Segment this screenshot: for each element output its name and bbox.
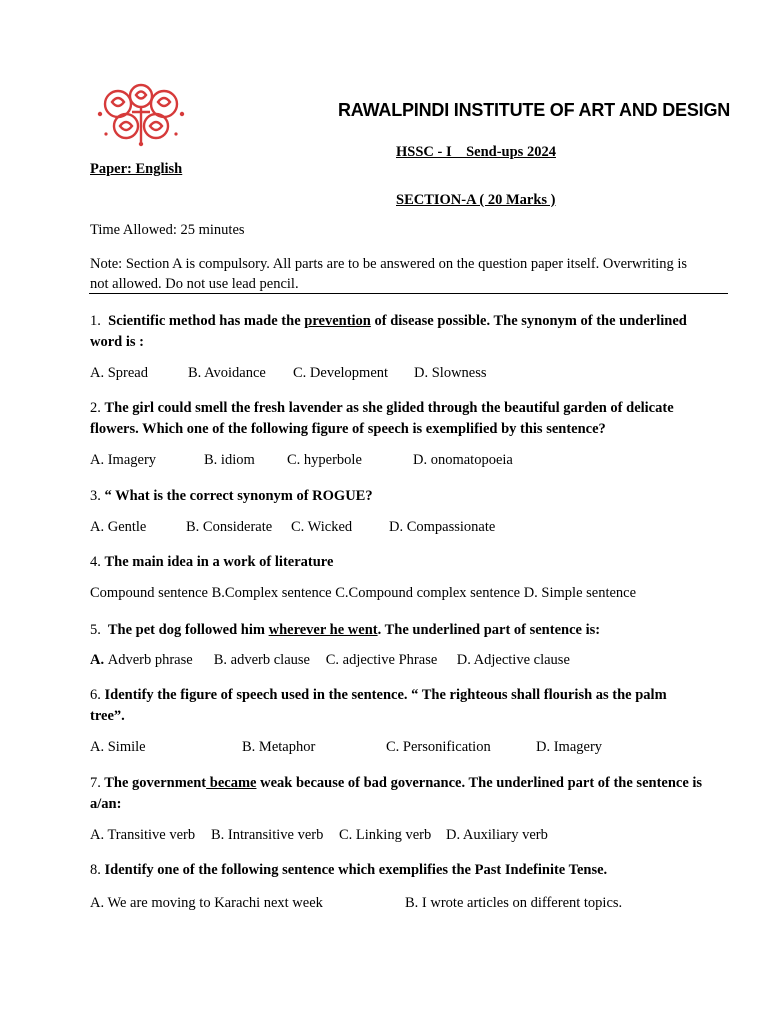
option[interactable]: A. Spread xyxy=(90,365,148,381)
question-7: 7. The government became weak because of bad governance. The underlined part of the sentence is a/an: xyxy=(90,775,703,812)
question-4-options: Compound sentence B.Complex sentence C.Compound complex sentence D. Simple sentence xyxy=(90,585,637,601)
paper-label: Paper: English xyxy=(90,161,183,177)
question-3-options xyxy=(90,519,730,536)
question-4: 4. The main idea in a work of literature xyxy=(90,554,334,570)
option[interactable]: B. Considerate xyxy=(186,519,273,535)
option[interactable]: D. Adjective clause xyxy=(456,652,570,668)
option[interactable]: C. Linking verb xyxy=(339,827,432,843)
note-line-2: not allowed. Do not use lead pencil. xyxy=(90,276,299,292)
divider xyxy=(89,293,728,294)
question-5-options: A. Adverb phrase B. adverb clause C. adjective Phrase D. Adjective clause xyxy=(90,652,570,668)
question-1: 1. Scientific method has made the prevention of disease possible. The synonym of the underlined word is : xyxy=(90,313,687,350)
option[interactable]: C. Personification xyxy=(386,739,491,755)
question-8-options xyxy=(90,895,730,912)
option[interactable]: D. Auxiliary verb xyxy=(446,827,548,843)
option[interactable]: B. Metaphor xyxy=(242,739,316,755)
question-5: 5. The pet dog followed him wherever he went. The underlined part of sentence is: xyxy=(90,622,601,638)
option[interactable]: D. Compassionate xyxy=(389,519,496,535)
option[interactable]: A. Imagery xyxy=(90,452,157,468)
option[interactable]: A. Simile xyxy=(90,739,146,755)
question-6: 6. Identify the figure of speech used in the sentence. “ The righteous shall flourish as the palm tree”. xyxy=(90,687,667,724)
option[interactable]: B. adverb clause xyxy=(213,652,310,668)
option[interactable]: D. Slowness xyxy=(414,365,487,381)
note-line-1: Note: Section A is compulsory. All parts are to be answered on the question paper itself. Overwriting is xyxy=(90,256,688,272)
option[interactable]: C. adjective Phrase xyxy=(325,652,438,668)
option[interactable]: B. I wrote articles on different topics. xyxy=(405,895,623,911)
question-1-options xyxy=(90,365,730,382)
option[interactable]: D. onomatopoeia xyxy=(413,452,513,468)
question-8: 8. Identify one of the following sentence which exemplifies the Past Indefinite Tense. xyxy=(90,862,608,878)
time-allowed: Time Allowed: 25 minutes xyxy=(90,222,245,238)
institute-emblem-icon xyxy=(96,82,186,152)
institute-title: RAWALPINDI INSTITUTE OF ART AND DESIGN xyxy=(338,100,731,120)
option[interactable]: A. Transitive verb xyxy=(90,827,196,843)
option[interactable]: C. hyperbole xyxy=(287,452,362,468)
exam-title: HSSC - I Send-ups 2024 xyxy=(396,144,556,160)
question-3: 3. “ What is the correct synonym of ROGUE? xyxy=(90,488,373,504)
question-2-options xyxy=(90,452,730,469)
question-6-options xyxy=(90,739,730,756)
option[interactable]: B. Avoidance xyxy=(188,365,266,381)
option[interactable]: B. idiom xyxy=(204,452,255,468)
option[interactable]: C. Development xyxy=(293,365,389,381)
option[interactable]: A. Gentle xyxy=(90,519,147,535)
option[interactable]: D. Imagery xyxy=(536,739,603,755)
option[interactable]: B. Intransitive verb xyxy=(211,827,324,843)
question-2: 2. The girl could smell the fresh lavender as she glided through the beautiful garden of delicate flowers. Which one of the following figure of speech is exemplified by this sentence? xyxy=(90,400,674,437)
question-7-options xyxy=(90,827,730,844)
option[interactable]: C. Wicked xyxy=(291,519,353,535)
section-title: SECTION-A ( 20 Marks ) xyxy=(396,192,556,208)
option[interactable]: Adverb phrase xyxy=(107,652,193,668)
option[interactable]: A. We are moving to Karachi next week xyxy=(90,895,323,911)
